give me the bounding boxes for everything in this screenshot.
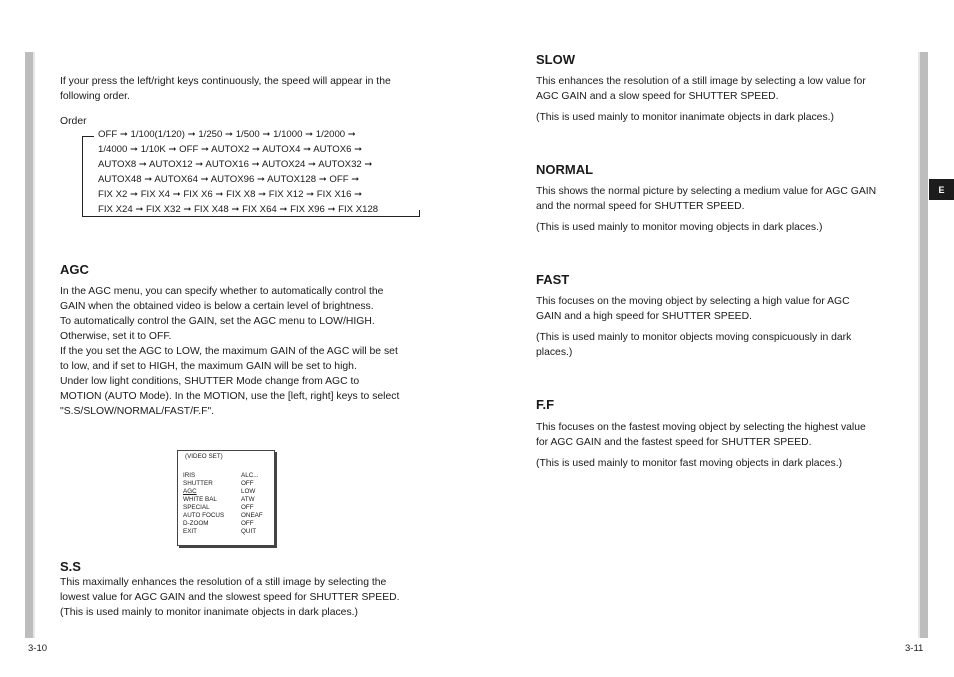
fast-body — [536, 294, 906, 360]
slow-line: This enhances the resolution of a still image by selecting a low value for — [536, 76, 866, 87]
fast-note: (This is used mainly to monitor objects moving conspicuously in dark — [536, 332, 852, 343]
agc-line: "S.S/SLOW/NORMAL/FAST/F.F". — [60, 406, 215, 417]
agc-line: GAIN when the obtained video is below a certain level of brightness. — [60, 301, 374, 312]
ss-line: lowest value for AGC GAIN and the slowest speed for SHUTTER SPEED. — [60, 592, 400, 603]
intro-paragraph: If your press the left/right keys continuously, the speed will appear in the following order. — [60, 76, 391, 102]
order-line-2: 1/4000 ➞ 1/10K ➞ OFF ➞ AUTOX2 ➞ AUTOX4 ➞ AUTOX6 ➞ — [98, 144, 363, 155]
slow-body — [536, 74, 906, 125]
agc-line: Under low light conditions, SHUTTER Mode change from AGC to — [60, 376, 360, 387]
order-line-5: FIX X2 ➞ FIX X4 ➞ FIX X6 ➞ FIX X8 ➞ FIX X12 ➞ FIX X16 ➞ — [98, 189, 363, 200]
order-line-4: AUTOX48 ➞ AUTOX64 ➞ AUTOX96 ➞ AUTOX128 ➞ OFF ➞ — [98, 174, 360, 185]
slow-note: (This is used mainly to monitor inanimate objects in dark places.) — [536, 112, 834, 123]
fast-heading: FAST — [536, 272, 570, 287]
order-bracket-left — [82, 136, 83, 216]
fast-note: places.) — [536, 347, 573, 358]
osd-key: SPECIAL — [183, 504, 210, 511]
osd-value: LOW — [241, 488, 256, 495]
normal-note: (This is used mainly to monitor moving objects in dark places.) — [536, 222, 823, 233]
normal-line: This shows the normal picture by selecting a medium value for AGC GAIN — [536, 186, 877, 197]
ff-body — [536, 420, 906, 471]
osd-value: ATW — [241, 496, 255, 503]
agc-line: Otherwise, set it to OFF. — [60, 331, 172, 342]
ss-heading: S.S — [60, 559, 81, 574]
agc-line: If the you set the AGC to LOW, the maximum GAIN of the AGC will be set — [60, 346, 398, 357]
agc-heading: AGC — [60, 262, 89, 277]
order-bracket-top — [82, 136, 94, 137]
ss-body — [60, 575, 425, 620]
agc-line: MOTION (AUTO Mode). In the MOTION, use the [left, right] keys to select — [60, 391, 400, 402]
order-line-3: AUTOX8 ➞ AUTOX12 ➞ AUTOX16 ➞ AUTOX24 ➞ AUTOX32 ➞ — [98, 159, 373, 170]
normal-body — [536, 184, 906, 235]
order-label: Order — [60, 116, 87, 127]
slow-line: AGC GAIN and a slow speed for SHUTTER SPEED. — [536, 91, 779, 102]
agc-line: to low, and if set to HIGH, the maximum GAIN will be set to high. — [60, 361, 357, 372]
left-margin-bar — [25, 52, 35, 638]
order-line-6: FIX X24 ➞ FIX X32 ➞ FIX X48 ➞ FIX X64 ➞ FIX X96 ➞ FIX X128 — [98, 204, 379, 215]
ff-note: (This is used mainly to monitor fast moving objects in dark places.) — [536, 458, 843, 469]
right-margin-bar — [918, 52, 928, 638]
normal-line: and the normal speed for SHUTTER SPEED. — [536, 201, 745, 212]
ff-line: This focuses on the fastest moving object by selecting the highest value — [536, 422, 866, 433]
osd-value: QUIT — [241, 528, 257, 535]
osd-key: SHUTTER — [183, 480, 213, 487]
order-line-1: OFF ➞ 1/100(1/120) ➞ 1/250 ➞ 1/500 ➞ 1/1000 ➞ 1/2000 ➞ — [98, 129, 356, 140]
page-number-left: 3-10 — [28, 643, 48, 654]
osd-title: (VIDEO SET) — [185, 453, 223, 460]
osd-value: OFF — [241, 480, 254, 487]
osd-key: AGC — [183, 488, 197, 495]
order-bracket-bottom — [82, 216, 420, 217]
agc-line: To automatically control the GAIN, set the AGC menu to LOW/HIGH. — [60, 316, 375, 327]
language-tab: E — [929, 179, 954, 200]
fast-line: GAIN and a high speed for SHUTTER SPEED. — [536, 311, 752, 322]
osd-key: AUTO FOCUS — [183, 512, 225, 519]
osd-key: D-ZOOM — [183, 520, 209, 527]
osd-value: OFF — [241, 504, 254, 511]
ss-line: This maximally enhances the resolution of a still image by selecting the — [60, 577, 387, 588]
page-number-right: 3-11 — [905, 643, 924, 654]
agc-body — [60, 284, 425, 419]
osd-value: ALC... — [241, 472, 259, 479]
osd-key: IRIS — [183, 472, 196, 479]
ff-heading: F.F — [536, 397, 555, 412]
ff-line: for AGC GAIN and the fastest speed for SHUTTER SPEED. — [536, 437, 812, 448]
osd-video-set-menu — [177, 450, 275, 546]
slow-heading: SLOW — [536, 52, 575, 67]
fast-line: This focuses on the moving object by selecting a high value for AGC — [536, 296, 850, 307]
ss-line: (This is used mainly to monitor inanimate objects in dark places.) — [60, 607, 358, 618]
osd-key: WHITE BAL — [183, 496, 217, 503]
osd-key: EXIT — [183, 528, 197, 535]
order-bracket-right — [419, 210, 420, 217]
osd-value: OFF — [241, 520, 254, 527]
intro-text — [60, 74, 420, 104]
agc-line: In the AGC menu, you can specify whether to automatically control the — [60, 286, 384, 297]
normal-heading: NORMAL — [536, 162, 594, 177]
osd-value: ONEAF — [241, 512, 263, 519]
